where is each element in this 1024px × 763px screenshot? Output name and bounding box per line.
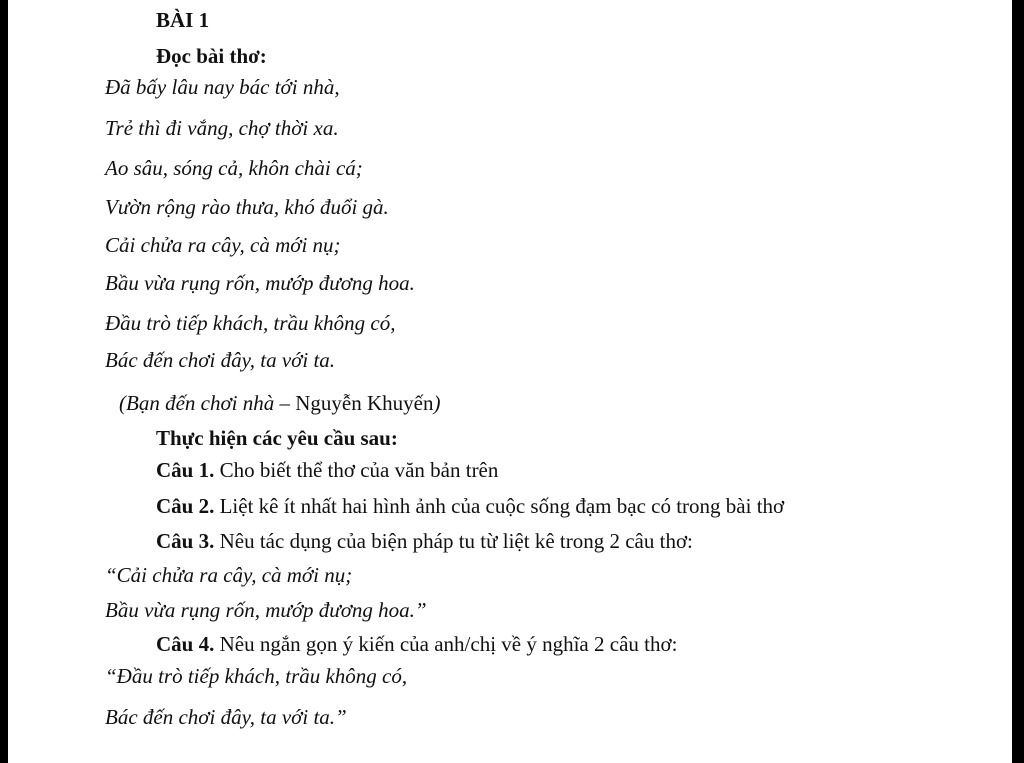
poem-line: Cải chửa ra cây, cà mới nụ; <box>105 233 341 257</box>
q4-quote-line: “Đầu trò tiếp khách, trầu không có, <box>105 664 408 688</box>
question-label: Câu 1. <box>156 458 215 482</box>
poem-line: Ao sâu, sóng cả, khôn chài cá; <box>105 156 363 180</box>
poem-source <box>119 391 441 415</box>
document-page <box>8 0 1012 763</box>
poem-line: Vườn rộng rào thưa, khó đuổi gà. <box>105 195 389 219</box>
question-label: Câu 2. <box>156 494 215 518</box>
question-1 <box>156 458 498 482</box>
poem-line: Đầu trò tiếp khách, trầu không có, <box>105 311 396 335</box>
source-dash: – <box>274 391 296 415</box>
poem-line: Trẻ thì đi vắng, chợ thời xa. <box>105 116 339 140</box>
source-open-paren: ( <box>119 391 126 415</box>
reading-instruction: Đọc bài thơ: <box>156 44 267 68</box>
question-label: Câu 3. <box>156 529 215 553</box>
question-3 <box>156 529 693 553</box>
exercise-title: BÀI 1 <box>156 8 210 32</box>
question-text: Nêu ngắn gọn ý kiến của anh/chị về ý nghĩa 2 câu thơ: <box>214 632 678 656</box>
question-text: Liệt kê ít nhất hai hình ảnh của cuộc sống đạm bạc có trong bài thơ <box>214 494 785 518</box>
q3-quote-line: “Cải chửa ra cây, cà mới nụ; <box>105 563 353 587</box>
source-close-paren: ) <box>433 391 441 415</box>
tasks-heading: Thực hiện các yêu cầu sau: <box>156 426 398 450</box>
source-author: Nguyễn Khuyến <box>295 391 434 415</box>
source-work-title: Bạn đến chơi nhà <box>126 391 275 415</box>
question-2 <box>156 494 784 518</box>
q4-quote-line: Bác đến chơi đây, ta với ta.” <box>105 705 347 729</box>
question-4 <box>156 632 677 656</box>
poem-line: Đã bấy lâu nay bác tới nhà, <box>105 75 340 99</box>
poem-line: Bác đến chơi đây, ta với ta. <box>105 348 336 372</box>
q3-quote-line: Bầu vừa rụng rốn, mướp đương hoa.” <box>105 598 427 622</box>
question-text: Cho biết thể thơ của văn bản trên <box>214 458 499 482</box>
question-label: Câu 4. <box>156 632 215 656</box>
question-text: Nêu tác dụng của biện pháp tu từ liệt kê trong 2 câu thơ: <box>214 529 693 553</box>
poem-line: Bầu vừa rụng rốn, mướp đương hoa. <box>105 271 415 295</box>
